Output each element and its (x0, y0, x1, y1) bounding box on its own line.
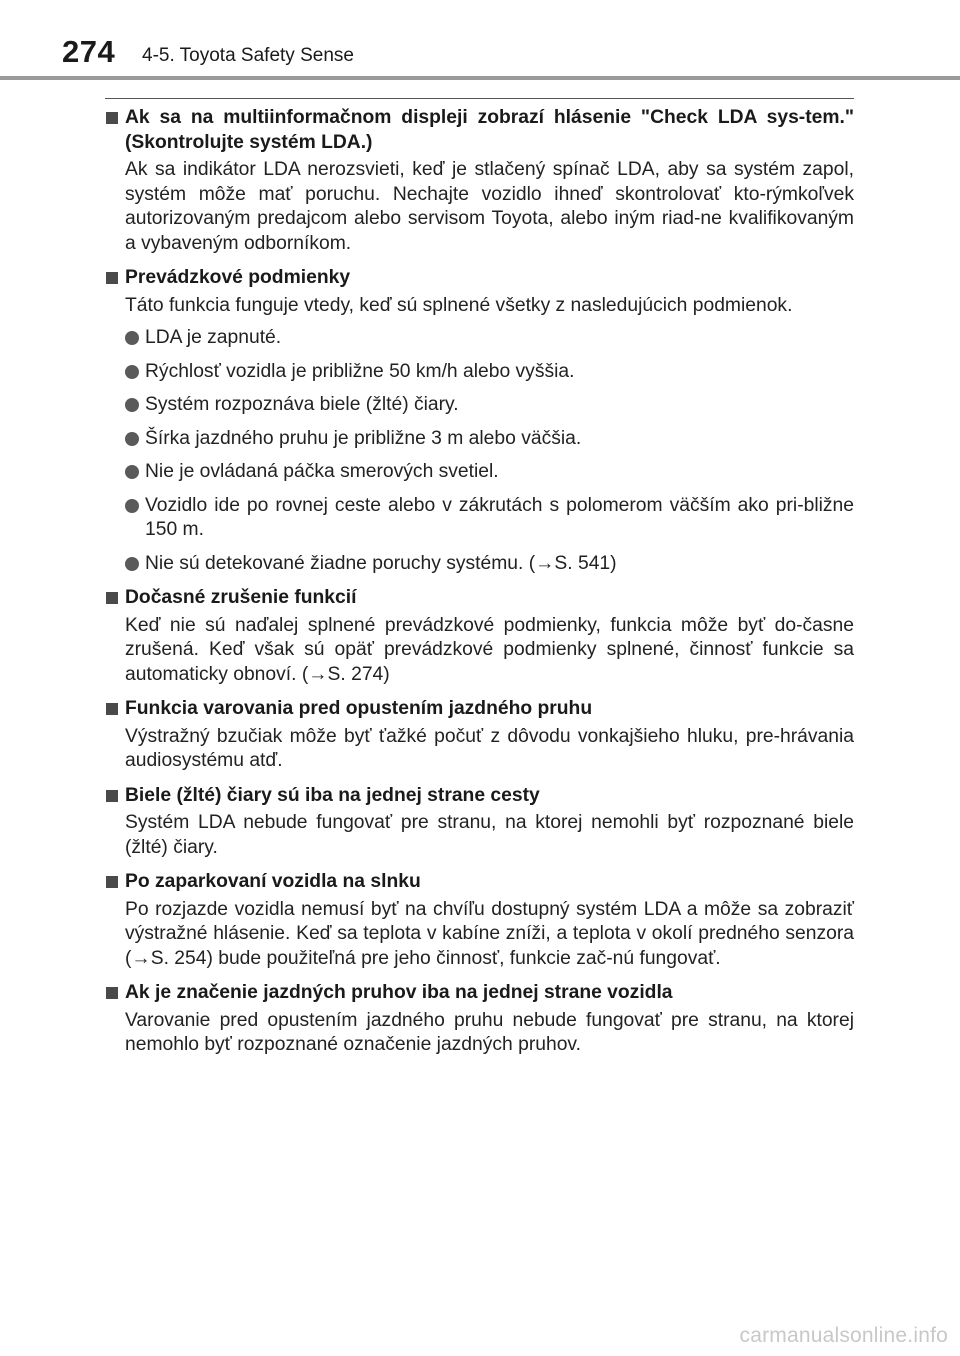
section-paragraph: Systém LDA nebude fungovať pre stranu, na ktorej nemohli byť rozpoznané biele (žlté) čiary. (125, 812, 854, 858)
list-item (125, 552, 854, 577)
section-heading (105, 981, 854, 1006)
list-item-text: Nie je ovládaná páčka smerových svetiel. (145, 461, 499, 482)
section-heading (105, 784, 854, 809)
section-markings-one-side-vehicle (105, 981, 854, 1058)
section-heading (105, 697, 854, 722)
section-heading (105, 586, 854, 611)
heading-text: Ak je značenie jazdných pruhov iba na jednej strane vozidla (125, 982, 673, 1003)
circle-bullet-icon (125, 465, 139, 479)
section-paragraph: Varovanie pred opustením jazdného pruhu nebude fungovať pre stranu, na ktorej nemohlo byť rozpoznané označenie jazdných pruhov. (125, 1009, 854, 1055)
list-item-text: Nie sú detekované žiadne poruchy systému. (→S. 541) (145, 552, 617, 574)
list-item (125, 494, 854, 543)
content-divider (105, 98, 854, 99)
watermark: carmanualsonline.info (739, 1324, 948, 1347)
header-divider (0, 76, 960, 80)
list-item (125, 427, 854, 452)
list-item-text: Vozidlo ide po rovnej ceste alebo v zákrutách s polomerom väčším ako pri-bližne 150 m. (145, 494, 854, 540)
square-bullet-icon (106, 790, 118, 802)
square-bullet-icon (106, 876, 118, 888)
section-operating-conditions (105, 266, 854, 576)
circle-bullet-icon (125, 557, 139, 571)
section-lines-one-side-road (105, 784, 854, 861)
square-bullet-icon (106, 112, 118, 124)
section-parked-in-sun (105, 870, 854, 971)
page-header (0, 0, 960, 80)
heading-text: Dočasné zrušenie funkcií (125, 587, 357, 608)
section-paragraph: Táto funkcia funguje vtedy, keď sú splnené všetky z nasledujúcich podmienok. (125, 294, 793, 316)
section-paragraph: Po rozjazde vozidla nemusí byť na chvíľu dostupný systém LDA a môže sa zobraziť výstražné hlásenie. Keď sa teplota v kabíne zníži, a teplota v okolí predného senzora (→S. 254) bude použiteľná pre jeho činnosť, funkcie zač-nú fungovať. (125, 898, 854, 969)
heading-text: Ak sa na multiinformačnom displeji zobrazí hlásenie "Check LDA sys-tem." (Skontrolujte systém LDA.) (125, 107, 854, 153)
list-item (125, 393, 854, 418)
square-bullet-icon (106, 987, 118, 999)
conditions-list (105, 326, 854, 576)
list-item-text: Systém rozpoznáva biele (žlté) čiary. (145, 394, 459, 415)
circle-bullet-icon (125, 432, 139, 446)
page-content (105, 106, 854, 1068)
heading-text: Po zaparkovaní vozidla na slnku (125, 871, 421, 892)
section-paragraph: Výstražný bzučiak môže byť ťažké počuť z dôvodu vonkajšieho hluku, pre-hrávania audiosystému atď. (125, 725, 854, 771)
section-check-lda (105, 106, 854, 256)
list-item-text: Šírka jazdného pruhu je približne 3 m alebo väčšia. (145, 427, 582, 449)
heading-text: Biele (žlté) čiary sú iba na jednej strane cesty (125, 784, 540, 806)
circle-bullet-icon (125, 331, 139, 345)
section-temporary-cancel (105, 586, 854, 687)
section-title: 4-5. Toyota Safety Sense (142, 45, 354, 66)
list-item-text: Rýchlosť vozidla je približne 50 km/h alebo vyššia. (145, 360, 575, 382)
section-paragraph: Ak sa indikátor LDA nerozsvieti, keď je stlačený spínač LDA, aby sa systém zapol, systém môže mať poruchu. Nechajte vozidlo ihneď skontrolovať kto-rýmkoľvek autorizovaným predajcom alebo servisom Toyota, alebo iným riad-ne kvalifikovaným a vybaveným odborníkom. (125, 159, 854, 254)
list-item-text: LDA je zapnuté. (145, 327, 282, 348)
circle-bullet-icon (125, 365, 139, 379)
square-bullet-icon (106, 272, 118, 284)
section-heading (105, 106, 854, 155)
heading-text: Prevádzkové podmienky (125, 267, 351, 288)
circle-bullet-icon (125, 398, 139, 412)
list-item (125, 360, 854, 385)
list-item (125, 460, 854, 485)
section-lane-departure-warning (105, 697, 854, 774)
circle-bullet-icon (125, 499, 139, 513)
square-bullet-icon (106, 592, 118, 604)
section-paragraph: Keď nie sú naďalej splnené prevádzkové podmienky, funkcia môže byť do-časne zrušená. Keď však sú opäť prevádzkové podmienky splnené, činnosť funkcie sa automaticky obnoví. (→S. 274) (125, 614, 854, 685)
heading-text: Funkcia varovania pred opustením jazdného pruhu (125, 698, 593, 719)
section-heading (105, 870, 854, 895)
page-number: 274 (62, 34, 116, 69)
list-item (125, 326, 854, 351)
section-heading (105, 266, 854, 291)
square-bullet-icon (106, 703, 118, 715)
